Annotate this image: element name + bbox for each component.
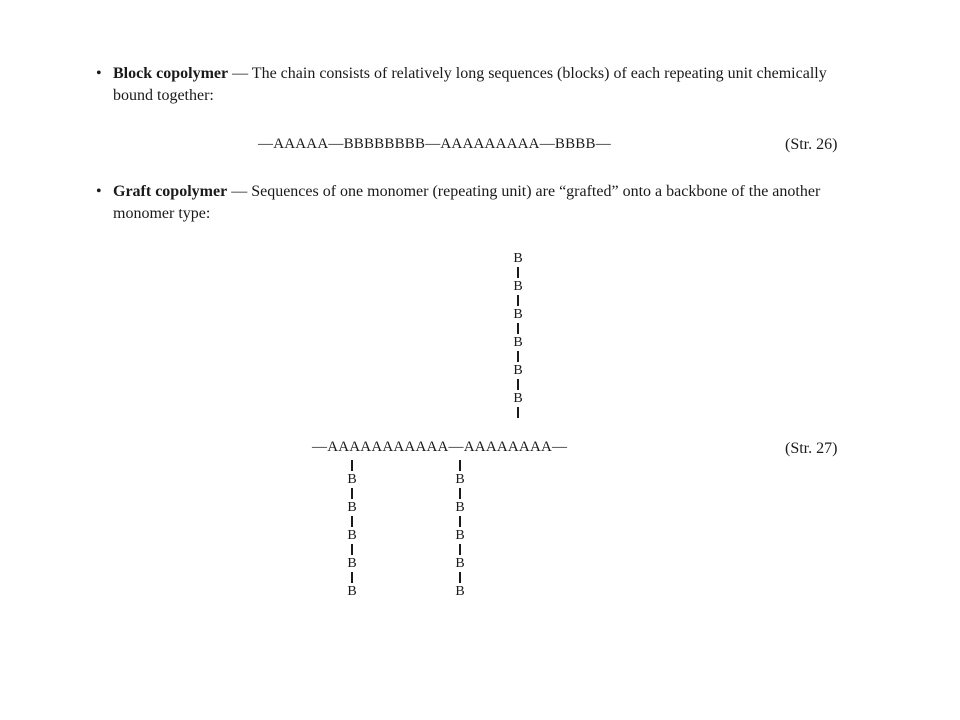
- branch-unit-b: B: [513, 251, 523, 266]
- bond-line: [517, 407, 518, 418]
- bond-line: [517, 351, 518, 362]
- bond-line: [517, 323, 518, 334]
- branch-unit-b: B: [455, 528, 465, 543]
- bullet-dot: •: [96, 65, 102, 82]
- graft-branch-left: [342, 459, 362, 599]
- branch-unit-b: B: [347, 472, 357, 487]
- bond-line: [459, 488, 460, 499]
- bond-line: [517, 295, 518, 306]
- block-copolymer-term: Block copolymer: [113, 65, 229, 82]
- branch-unit-b: B: [455, 584, 465, 599]
- bond-line: [351, 488, 352, 499]
- graft-branch-top: [508, 251, 528, 419]
- bond-line: [459, 460, 460, 471]
- branch-unit-b: B: [513, 335, 523, 350]
- bond-line: [351, 544, 352, 555]
- block-copolymer-text: [113, 63, 848, 107]
- graft-copolymer-term: Graft copolymer: [113, 183, 228, 200]
- bond-line: [517, 267, 518, 278]
- graft-branch-middle: [450, 459, 470, 599]
- graft-copolymer-text: [113, 181, 848, 225]
- branch-unit-b: B: [513, 307, 523, 322]
- branch-unit-b: B: [513, 279, 523, 294]
- branch-unit-b: B: [347, 528, 357, 543]
- branch-unit-b: B: [455, 500, 465, 515]
- block-copolymer-structure: —AAAAA—BBBBBBBB—AAAAAAAAA—BBBB—: [258, 136, 611, 152]
- bond-line: [351, 516, 352, 527]
- graft-copolymer-definition: — Sequences of one monomer (repeating unit) are “grafted” onto a backbone of the another monomer type:: [113, 183, 821, 222]
- bond-line: [351, 460, 352, 471]
- branch-unit-b: B: [347, 500, 357, 515]
- bond-line: [459, 544, 460, 555]
- bond-line: [459, 572, 460, 583]
- branch-unit-b: B: [455, 472, 465, 487]
- bond-line: [517, 379, 518, 390]
- block-copolymer-definition: — The chain consists of relatively long sequences (blocks) of each repeating unit chemically bound together:: [113, 65, 827, 104]
- branch-unit-b: B: [455, 556, 465, 571]
- branch-unit-b: B: [347, 556, 357, 571]
- str-26-label: (Str. 26): [785, 136, 838, 153]
- str-27-label: (Str. 27): [785, 440, 838, 457]
- graft-backbone: —AAAAAAAAAAA—AAAAAAAA—: [312, 439, 568, 455]
- branch-unit-b: B: [513, 391, 523, 406]
- branch-unit-b: B: [347, 584, 357, 599]
- bond-line: [351, 572, 352, 583]
- bullet-dot: •: [96, 183, 102, 200]
- branch-unit-b: B: [513, 363, 523, 378]
- bond-line: [459, 516, 460, 527]
